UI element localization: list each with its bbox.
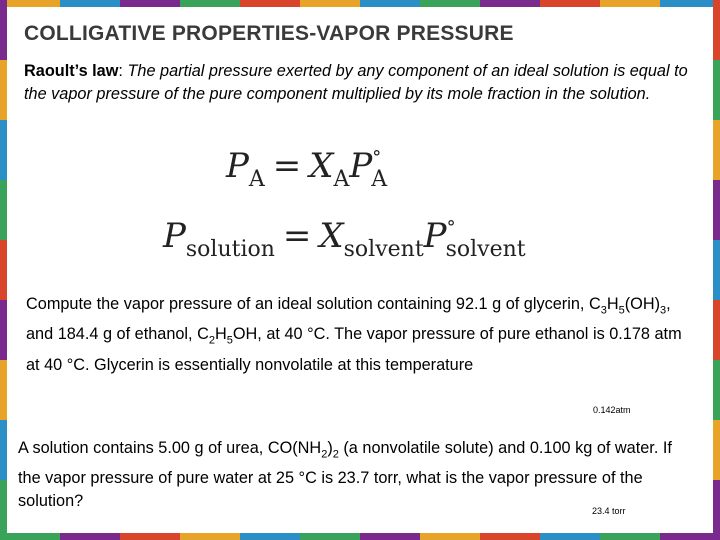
p1-sub-2: 5 bbox=[618, 304, 625, 317]
problem1-answer: 0.142atm bbox=[593, 405, 631, 415]
p1-text-5: H bbox=[214, 325, 227, 344]
eq2-p-sub: solution bbox=[185, 237, 275, 262]
eq2-p0-sub: solvent bbox=[445, 237, 526, 262]
eq1-equals: = bbox=[272, 146, 302, 186]
equation-partial-pressure bbox=[226, 146, 387, 192]
law-term: Raoult’s law bbox=[24, 62, 119, 80]
p2-text-1: A solution contains 5.00 g of urea, CO(NH bbox=[18, 439, 322, 457]
p1-text-4: , and 184.4 g of ethanol, C bbox=[26, 295, 671, 344]
p1-sub-1: 3 bbox=[600, 304, 607, 317]
left-color-border bbox=[0, 0, 7, 540]
eq1-p0-sub: A bbox=[371, 167, 388, 192]
p1-text-3: (OH) bbox=[624, 295, 660, 313]
p2-sub-1: 2 bbox=[321, 448, 328, 461]
eq2-p: P bbox=[163, 216, 186, 256]
p2-sub-2: 2 bbox=[332, 448, 339, 461]
law-text: The partial pressure exerted by any component of an ideal solution is equal to the vapor pressure of the pure component multiplied by its mole fraction in the solution. bbox=[24, 62, 688, 103]
top-color-border bbox=[0, 0, 720, 7]
eq2-p0: P bbox=[423, 216, 447, 256]
eq2-x: X bbox=[319, 216, 344, 256]
p1-sub-5: 5 bbox=[226, 334, 233, 347]
eq1-p-sub: A bbox=[248, 167, 265, 192]
eq2-equals: = bbox=[282, 216, 312, 256]
p1-text-1: Compute the vapor pressure of an ideal solution containing 92.1 g of glycerin, C bbox=[26, 295, 601, 313]
eq2-x-sub: solvent bbox=[343, 237, 424, 262]
problem-glycerin-ethanol bbox=[26, 292, 696, 377]
equation-solution-pressure bbox=[163, 216, 526, 262]
slide-title: COLLIGATIVE PROPERTIES-VAPOR PRESSURE bbox=[24, 22, 514, 45]
p1-text-6: OH, at 40 °C. The vapor pressure of pure ethanol is 0.178 atm at 40 °C. Glycerin is essentially nonvolatile at this temperature bbox=[26, 325, 682, 374]
p1-sub-4: 2 bbox=[208, 334, 215, 347]
p1-text-2: H bbox=[606, 295, 619, 313]
law-colon: : bbox=[118, 62, 128, 80]
p2-text-3: (a nonvolatile solute) and 0.100 kg of water. If the vapor pressure of pure water at 25 °C is 23.7 torr, what is the vapor pressure of the solution? bbox=[18, 439, 672, 511]
eq1-degree: ° bbox=[372, 147, 382, 168]
eq1-x-sub: A bbox=[333, 167, 350, 192]
raoults-law-definition bbox=[24, 60, 699, 106]
eq1-p: P bbox=[226, 146, 249, 186]
problem2-answer: 23.4 torr bbox=[592, 506, 626, 516]
right-color-border bbox=[713, 0, 720, 540]
eq1-p0: P bbox=[349, 146, 373, 186]
bottom-color-border bbox=[0, 533, 720, 540]
p1-sub-3: 3 bbox=[660, 304, 667, 317]
p2-text-2: ) bbox=[327, 439, 333, 457]
eq2-degree: ° bbox=[446, 217, 456, 238]
eq1-x: X bbox=[309, 146, 334, 186]
problem-urea-water bbox=[18, 437, 688, 514]
